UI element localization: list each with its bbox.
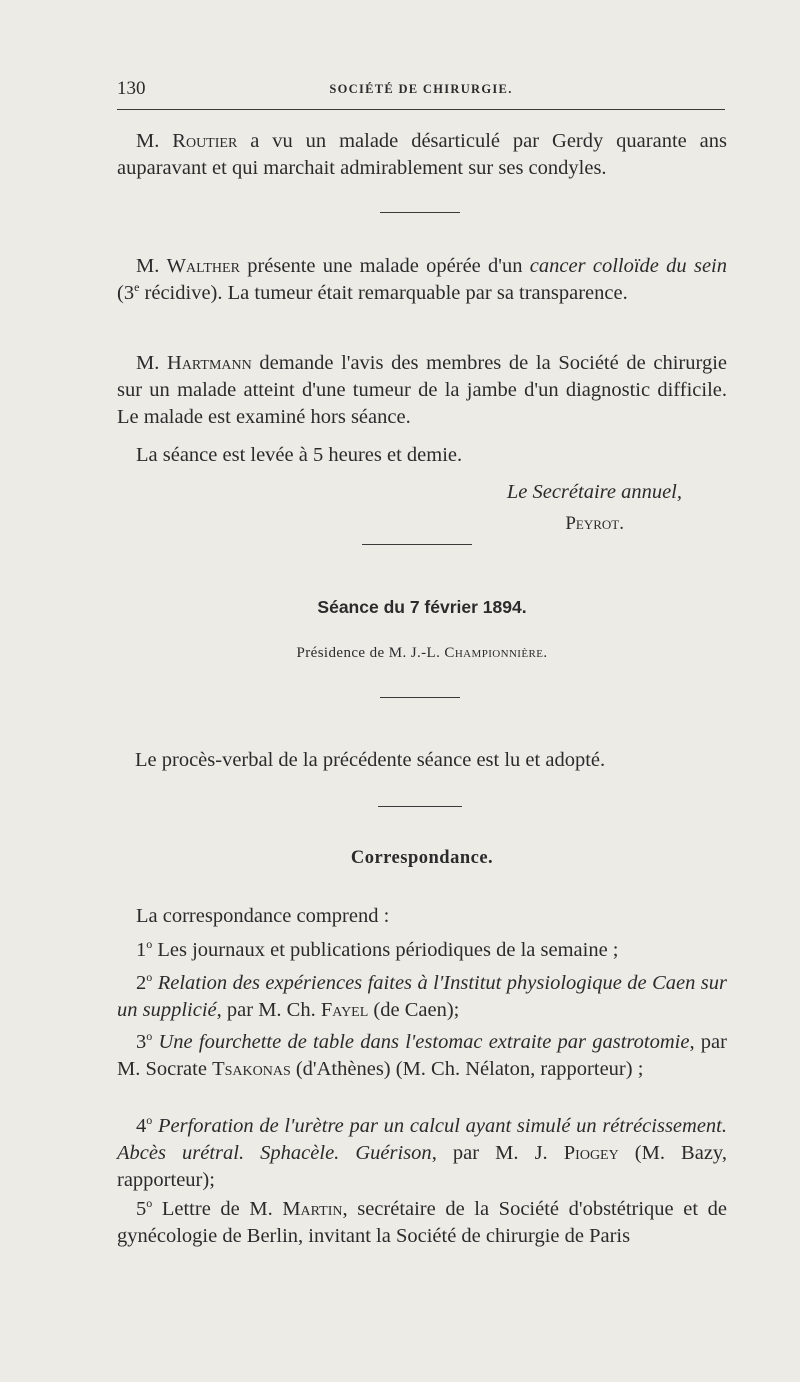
author-name: Martin — [282, 1198, 343, 1220]
signature-role-text: Le Secrétaire annuel, — [506, 481, 682, 503]
signature-name: Peyrot. — [565, 513, 624, 534]
item-text: , par M. Socrate — [117, 1031, 727, 1080]
item-number: 4 — [136, 1115, 147, 1137]
correspondance-item-3 — [117, 1029, 727, 1083]
session-presidence — [117, 645, 727, 662]
session-title: Séance du 7 février 1894. — [317, 597, 527, 617]
correspondance-intro: La correspondance comprend : — [136, 905, 390, 927]
person-name: Hartmann — [167, 352, 252, 374]
prefix: M. — [136, 255, 167, 277]
work-title: Perforation de l'urètre par un calcul ayant simulé un rétrécissement. Abcès urétral. Sphacèle. Guérison — [117, 1115, 727, 1164]
presidence-prefix: Présidence de M. J.-L. — [296, 645, 445, 661]
item-number: 3 — [136, 1031, 147, 1053]
correspondance-item-4 — [117, 1113, 727, 1194]
prefix: M. — [136, 130, 173, 152]
minutes-statement: Le procès-verbal de la précédente séance est lu et adopté. — [135, 749, 606, 771]
item-text: , par M. J. — [431, 1142, 564, 1164]
item-text: (de Caen); — [368, 999, 460, 1021]
work-title: cancer colloïde du sein — [529, 255, 727, 277]
ordinal-mark: o — [146, 937, 153, 952]
item-number: 5 — [136, 1198, 147, 1220]
ordinal-mark: o — [146, 1196, 153, 1211]
ordinal-mark: o — [146, 1029, 153, 1044]
paragraph-text: récidive). La tumeur était remarquable par sa transparence. — [139, 282, 628, 304]
person-name: Routier — [172, 130, 238, 152]
item-number: 1 — [136, 939, 147, 961]
section-heading-correspondance: Correspondance. — [350, 848, 494, 868]
paragraph-text: (3 — [117, 282, 135, 304]
item-text: (d'Athènes) (M. Ch. Nélaton, rapporteur) ; — [290, 1058, 644, 1080]
paragraph-closing: La séance est levée à 5 heures et demie. — [136, 444, 463, 466]
item-number: 2 — [136, 972, 147, 994]
paragraph-text: a vu un malade désarticulé par Gerdy quarante ans auparavant et qui marchait admirablement sur ses condyles. — [117, 130, 727, 179]
president-name: Championnière. — [444, 645, 548, 661]
item-text: Lettre de M. — [152, 1198, 283, 1220]
ordinal-mark: o — [146, 1113, 153, 1128]
work-title: Une fourchette de table dans l'estomac extraite par gastrotomie — [158, 1031, 690, 1053]
prefix: M. — [136, 352, 168, 374]
paragraph-text: présente une malade opérée d'un — [239, 255, 530, 277]
signature-role — [117, 481, 682, 504]
author-name: Piogey — [563, 1142, 619, 1164]
person-name: Walther — [166, 255, 240, 277]
superscript: e — [134, 280, 140, 295]
ordinal-mark: o — [146, 970, 153, 985]
item-text: , secrétaire de la Société d'obstétrique et de gynécologie de Berlin, invitant la Société de chirurgie de Paris — [117, 1198, 727, 1247]
separator-rule — [380, 212, 460, 213]
page-number: 130 — [117, 78, 146, 99]
correspondance-item-1 — [117, 937, 727, 964]
paragraph-text: demande l'avis des membres de la Société de chirurgie sur un malade atteint d'une tumeur de la jambe d'un diagnostic difficile. Le malade est examiné hors séance. — [117, 352, 727, 428]
work-title: Relation des expériences faites à l'Institut physiologique de Caen sur un supplicié — [117, 972, 728, 1021]
paragraph-routier — [117, 128, 727, 182]
author-name: Fayel — [320, 999, 369, 1021]
item-text: Les journaux et publications périodiques de la semaine ; — [152, 939, 619, 961]
correspondance-item-5 — [117, 1196, 727, 1250]
separator-rule — [380, 697, 460, 698]
author-name: Tsakonas — [212, 1058, 291, 1080]
paragraph-hartmann — [117, 350, 727, 431]
page-header — [117, 76, 725, 102]
separator-rule — [362, 544, 472, 545]
correspondance-item-2 — [117, 970, 727, 1024]
paragraph-walther — [117, 253, 727, 307]
running-head: SOCIÉTÉ DE CHIRURGIE. — [329, 82, 513, 96]
item-text: (M. Bazy, rapporteur); — [117, 1142, 727, 1191]
item-text: , par M. Ch. — [216, 999, 321, 1021]
separator-rule — [378, 806, 462, 807]
header-rule — [117, 109, 725, 110]
